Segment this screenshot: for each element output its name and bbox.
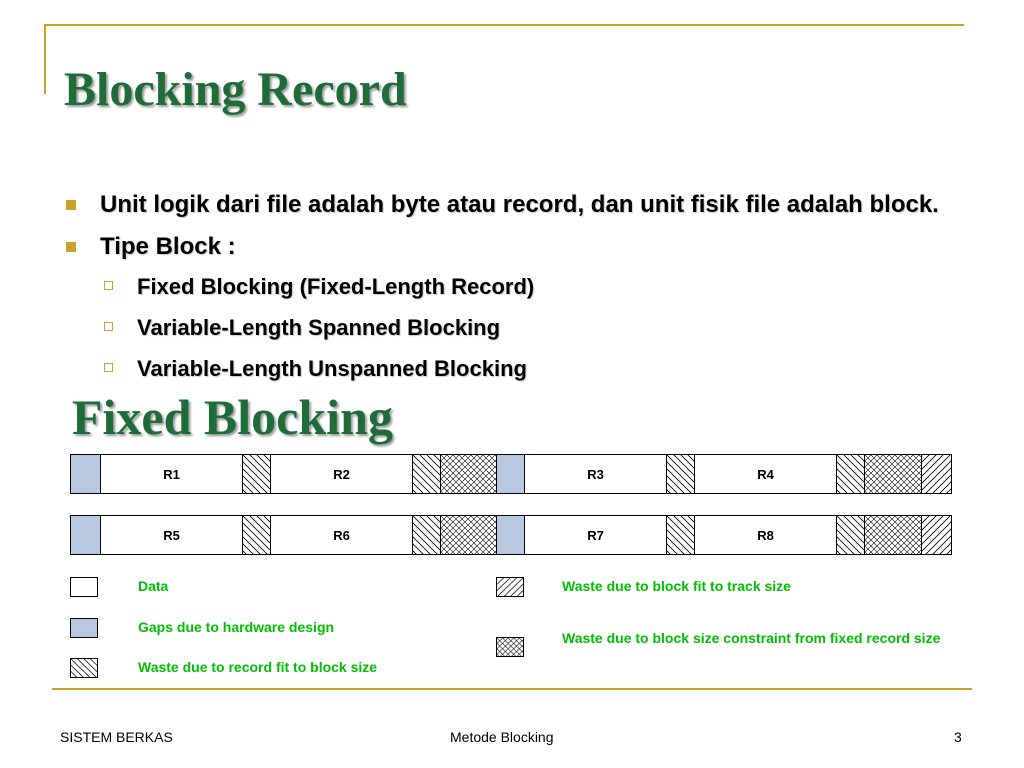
record-fit-waste-segment [836, 454, 865, 494]
track-fit-waste-segment [921, 515, 952, 555]
legend-label: Waste due to record fit to block size [138, 659, 378, 675]
bullet-list [60, 186, 964, 389]
block-constraint-crosshatch-icon [496, 637, 524, 657]
sub-bullet-text: Variable-Length Spanned Blocking [137, 315, 501, 340]
legend-label: Waste due to block size constraint from fixed record size [562, 630, 941, 646]
sub-bullet-item [60, 348, 964, 389]
sub-bullet-item [60, 307, 964, 348]
track-row [70, 515, 952, 557]
record-segment: R6 [270, 515, 413, 555]
block-constraint-waste-segment [864, 515, 922, 555]
record-fit-waste-segment [666, 454, 695, 494]
sub-bullet-text: Fixed Blocking (Fixed-Length Record) [137, 274, 535, 299]
legend-label: Data [138, 578, 169, 594]
gap-swatch-icon [70, 618, 98, 638]
record-segment: R8 [694, 515, 837, 555]
track-fit-hatch-icon [496, 577, 524, 597]
hollow-square-bullet-icon [104, 281, 113, 290]
hollow-square-bullet-icon [104, 363, 113, 372]
record-fit-waste-segment [666, 515, 695, 555]
data-swatch-icon [70, 577, 98, 597]
block-constraint-waste-segment [864, 454, 922, 494]
top-frame-line [44, 24, 964, 26]
square-bullet-icon [66, 200, 76, 210]
sub-bullet-item [60, 266, 964, 307]
gap-segment [496, 454, 525, 494]
record-segment: R1 [100, 454, 243, 494]
record-fit-waste-segment [412, 515, 441, 555]
square-bullet-icon [66, 242, 76, 252]
page-number: 3 [954, 729, 962, 745]
section-title: Fixed Blocking [72, 389, 393, 445]
legend-label: Gaps due to hardware design [138, 619, 335, 635]
slide-title: Blocking Record [64, 63, 407, 116]
bullet-item [60, 228, 964, 266]
track-row [70, 454, 952, 496]
legend [70, 574, 970, 684]
hollow-square-bullet-icon [104, 322, 113, 331]
gap-segment [70, 454, 101, 494]
bullet-text: Tipe Block : [100, 233, 236, 260]
gap-segment [70, 515, 101, 555]
record-fit-waste-segment [242, 515, 271, 555]
record-segment: R2 [270, 454, 413, 494]
record-fit-waste-segment [242, 454, 271, 494]
gap-segment [496, 515, 525, 555]
record-fit-waste-segment [836, 515, 865, 555]
footer-divider [52, 688, 972, 690]
block-constraint-waste-segment [440, 515, 497, 555]
record-segment: R4 [694, 454, 837, 494]
record-segment: R7 [524, 515, 667, 555]
block-constraint-waste-segment [440, 454, 497, 494]
legend-label: Waste due to block fit to track size [562, 578, 791, 594]
record-segment: R5 [100, 515, 243, 555]
sub-bullet-text: Variable-Length Unspanned Blocking [137, 356, 527, 381]
footer-center-label: Metode Blocking [450, 729, 554, 745]
record-fit-waste-segment [412, 454, 441, 494]
left-frame-line [44, 24, 46, 94]
track-fit-waste-segment [921, 454, 952, 494]
footer-left-label: SISTEM BERKAS [60, 729, 173, 745]
record-fit-hatch-icon [70, 658, 98, 678]
bullet-text: Unit logik dari file adalah byte atau record, dan unit fisik file adalah block. [100, 191, 939, 218]
bullet-item [60, 186, 964, 224]
record-segment: R3 [524, 454, 667, 494]
